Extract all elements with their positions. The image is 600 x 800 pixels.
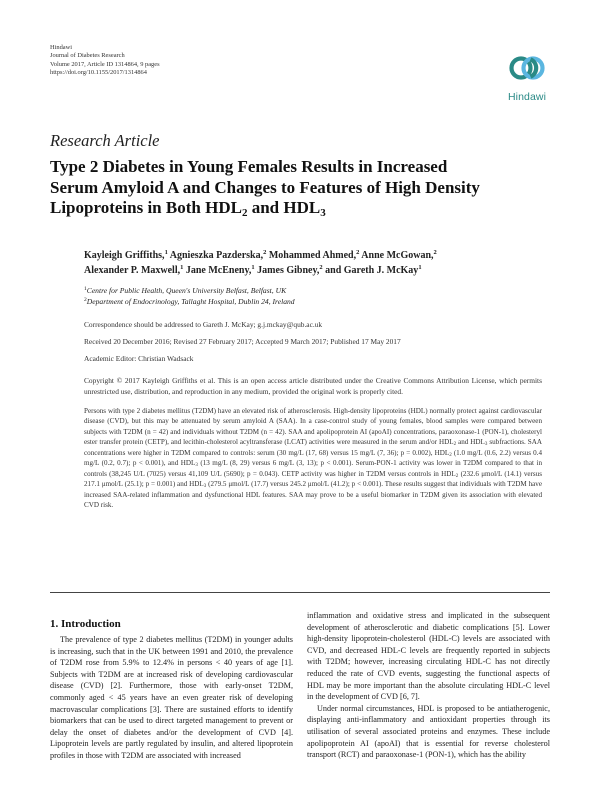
- article-dates: Received 20 December 2016; Revised 27 February 2017; Accepted 9 March 2017; Published 17 May 2017: [84, 337, 401, 346]
- section-heading: 1. Introduction: [50, 618, 121, 630]
- academic-editor: Academic Editor: Christian Wadsack: [84, 354, 194, 363]
- author: Jane McEneny,$^1$: [185, 263, 255, 276]
- affiliation: $^1$Centre for Public Health, Queen's University Belfast, Belfast, UK: [84, 286, 287, 295]
- section-divider: [50, 592, 550, 593]
- publisher-name: Hindawi: [50, 44, 73, 51]
- author: James Gibney,$^2$: [257, 263, 323, 276]
- copyright-notice: Copyright © 2017 Kayleigh Griffiths et al. This is an open access article distributed under the Creative Commons Attribution License, which permits unrestricted use, distribution, and reproduction in any medium, provided the original work is properly cited.: [84, 376, 542, 396]
- body-column-left: [50, 634, 293, 762]
- correspondence: Correspondence should be addressed to Gareth J. McKay; g.j.mckay@qub.ac.uk: [84, 320, 323, 329]
- article-title: [50, 157, 560, 219]
- title-line-1: Type 2 Diabetes in Young Females Results in Increased: [50, 157, 448, 176]
- author: Kayleigh Griffiths,$^1$: [84, 249, 168, 261]
- journal-name: Journal of Diabetes Research: [50, 52, 125, 60]
- journal-metadata: [50, 44, 160, 78]
- title-line-3: Lipoproteins in Both $HDL_2$ and $HDL_3$: [50, 198, 326, 219]
- body-column-right: [307, 610, 550, 761]
- volume-info: Volume 2017, Article ID 1314864, 9 pages: [50, 60, 160, 68]
- paragraph: Under normal circumstances, HDL is proposed to be antiatherogenic, displaying anti-inflammatory and antioxidant properties through its utilisation of several associated proteins and enzymes. These include apolipoprotein AI (apoAI) that is essential for reverse cholesterol transport (RCT) and paraoxonase-1 (PON-1), which has the ability: [307, 703, 550, 760]
- hindawi-logo-icon: [505, 48, 549, 88]
- hindawi-logo: [498, 48, 556, 103]
- affiliations: [84, 285, 295, 307]
- logo-wordmark: Hindawi: [507, 91, 547, 103]
- author: Agnieszka Pazderska,$^2$: [169, 249, 267, 261]
- affiliation: $^2$Department of Endocrinology, Tallaght Hospital, Dublin 24, Ireland: [84, 297, 295, 306]
- author: and Gareth J. McKay$^1$: [325, 263, 422, 276]
- doi-link[interactable]: https://doi.org/10.1155/2017/1314864: [50, 69, 147, 77]
- author: Mohammed Ahmed,$^2$: [268, 249, 360, 261]
- article-type: Research Article: [50, 131, 160, 150]
- paragraph: inflammation and oxidative stress and implicated in the subsequent development of atherosclerotic and diabetic complications [5]. Lower high-density lipoprotein-cholesterol (HDL-C) levels are associated with CVD, and decreased HDL-C levels are frequently reported in subjects with T2DM; however, increasing circulating HDL-C has not directly reduced the rate of CVD events, suggesting the functional aspects of HDL may be more important than the absolute circulating HDL-C level in the development of CVD [6, 7].: [307, 611, 550, 702]
- abstract: Persons with type 2 diabetes mellitus (T2DM) have an elevated risk of atherosclerosis. High-density lipoproteins (HDL) normally protect against cardiovascular disease (CVD), but this may be attenuated by serum amyloid A (SAA). In a case-control study of young females, blood samples were compared between subjects with T2DM (n = 42) and individuals without T2DM (n = 42). SAA and apolipoprotein AI (apoAI) concentrations, paraoxonase-1 (PON-1), cholesteryl ester transfer protein (CETP), and lecithin-cholesterol acyltransferase (LCAT) activities were measured in the serum and/or $HDL_2$ and $HDL_3$ subfractions. SAA concentrations were higher in T2DM compared to controls: serum (30 mg/L (17, 68) versus 15 mg/L (7, 36); p = 0.002), $HDL_2$ (1.0 mg/L (0.6, 2.2) versus 0.4 mg/L (0.2, 0.7); p < 0.001), and $HDL_3$ (13 mg/L (8, 29) versus 6 mg/L (3, 13); p < 0.001). Serum-PON-1 activity was lower in T2DM compared to that in controls (38,245 U/L (7025) versus 41,109 U/L (5690); p = 0.043). CETP activity was higher in T2DM versus controls in $HDL_2$ (232.6 μmol/L (14.1) versus 217.1 μmol/L (25.1); p = 0.001) and $HDL_3$ (279.5 μmol/L (17.7) versus 245.2 μmol/L (41.2); p < 0.001). These results suggest that individuals with T2DM have increased SAA-related inflammation and dysfunctional HDL features. SAA may prove to be a useful biomarker in T2DM given its association with elevated CVD risk.: [84, 407, 543, 510]
- author: Alexander P. Maxwell,$^1$: [84, 263, 184, 276]
- author-list: [84, 249, 524, 278]
- title-line-2: Serum Amyloid A and Changes to Features of High Density: [50, 177, 480, 197]
- paragraph: The prevalence of type 2 diabetes mellitus (T2DM) in younger adults is increasing, such that in the UK between 1991 and 2010, the prevalence of T2DM rose from 5.9% to 12.4% in persons < 40 years of age [1]. Subjects with T2DM are at increased risk of developing cardiovascular disease (CVD) [2]. Furthermore, those with early-onset T2DM, commonly aged < 45 years have an even greater risk of developing macrovascular complications [3]. There are sustained efforts to identify biomarkers that can be used to direct targeted management to prevent or delay the onset of diabetes and/or the development of CVD [4]. Lipoprotein levels are partly regulated by insulin, and altered lipoprotein profiles in those with T2DM are associated with increased: [50, 635, 293, 760]
- author: Anne McGowan,$^2$: [361, 249, 437, 261]
